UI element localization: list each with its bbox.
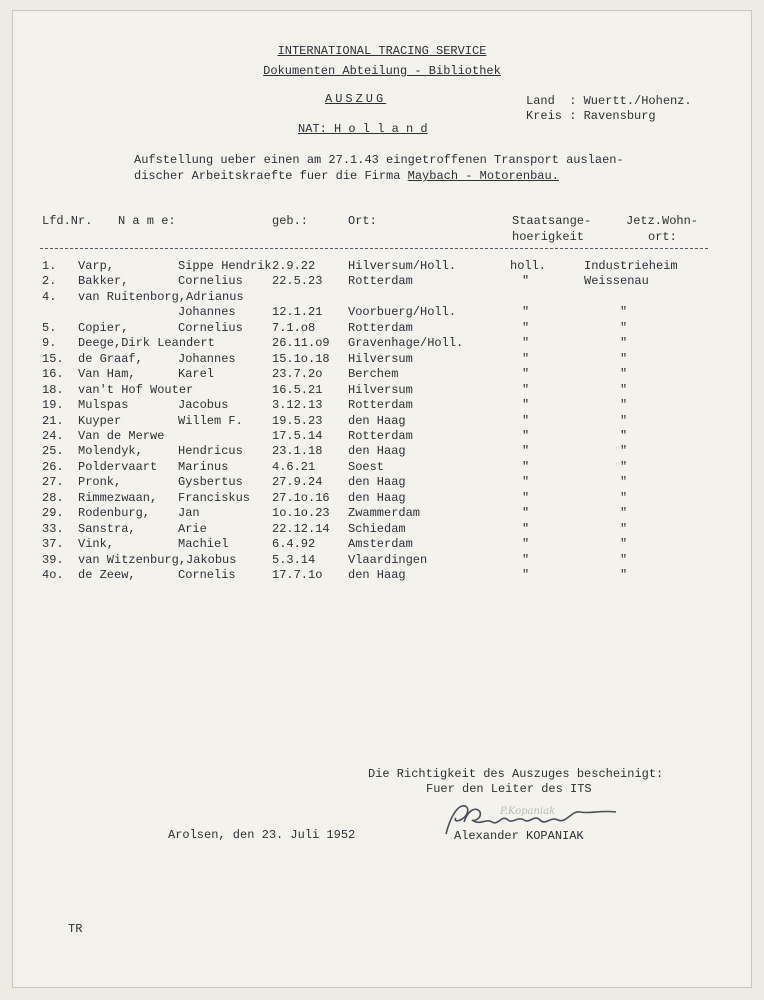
cell-name: Van de Merwe bbox=[78, 428, 165, 443]
cell-name: Rodenburg, bbox=[78, 506, 151, 521]
cell-birthdate: 12.1.21 bbox=[272, 305, 323, 320]
table-row bbox=[0, 414, 764, 429]
cell-first-name: Machiel bbox=[178, 537, 229, 552]
cell-residence: " bbox=[620, 521, 628, 536]
cell-name: Vink, bbox=[78, 537, 115, 552]
col-staats-1: Staatsange- bbox=[512, 214, 592, 228]
cell-nationality: " bbox=[522, 537, 530, 552]
certification-text: Die Richtigkeit des Auszuges bescheinigt: bbox=[368, 767, 664, 781]
table-row bbox=[0, 352, 764, 367]
cell-birthdate: 23.7.2o bbox=[272, 367, 323, 382]
cell-birthdate: 3.12.13 bbox=[272, 398, 323, 413]
cell-birthdate: 26.11.o9 bbox=[272, 336, 330, 351]
table-row bbox=[0, 429, 764, 444]
kreis-field: Kreis : Ravensburg bbox=[526, 109, 656, 123]
cell-name: Van Ham, bbox=[78, 367, 136, 382]
cell-nationality: " bbox=[522, 428, 530, 443]
cell-place: den Haag bbox=[348, 475, 406, 490]
cell-name: Varp, bbox=[78, 259, 115, 273]
cell-number: 33. bbox=[42, 521, 64, 536]
cell-birthdate: 7.1.o8 bbox=[272, 320, 316, 335]
cell-name: Deege,Dirk Leandert bbox=[78, 336, 215, 351]
cell-nationality: " bbox=[522, 521, 530, 536]
table-row bbox=[0, 537, 764, 552]
table-row bbox=[0, 444, 764, 459]
nationality-heading: NAT: H o l l a n d bbox=[298, 122, 428, 136]
cell-residence: " bbox=[620, 506, 628, 521]
cell-nationality: " bbox=[522, 336, 530, 351]
header-divider bbox=[40, 248, 708, 249]
cell-place: Hilversum bbox=[348, 382, 413, 397]
cell-birthdate: 1o.1o.23 bbox=[272, 506, 330, 521]
cell-name: van Witzenburg,Jakobus bbox=[78, 552, 237, 567]
cell-nationality: " bbox=[522, 413, 530, 428]
cell-name: van Ruitenborg,Adrianus bbox=[78, 289, 244, 304]
cell-place: Rotterdam bbox=[348, 320, 413, 335]
intro-line-2 bbox=[134, 169, 559, 183]
cell-place: Soest bbox=[348, 459, 385, 474]
cell-birthdate: 27.1o.16 bbox=[272, 490, 330, 505]
cell-nationality: " bbox=[522, 320, 530, 335]
cell-number: 19. bbox=[42, 398, 64, 413]
cell-place: den Haag bbox=[348, 568, 406, 582]
cell-first-name: Gysbertus bbox=[178, 475, 243, 490]
cell-nationality: " bbox=[522, 382, 530, 397]
cell-first-name: Marinus bbox=[178, 459, 229, 474]
org-title: INTERNATIONAL TRACING SERVICE bbox=[277, 44, 487, 58]
cell-place: Zwammerdam bbox=[348, 506, 421, 521]
cell-place: Rotterdam bbox=[348, 274, 413, 289]
table-row bbox=[0, 321, 764, 336]
cell-place: den Haag bbox=[348, 444, 406, 459]
cell-first-name: Cornelius bbox=[178, 274, 243, 289]
cell-name: Molendyk, bbox=[78, 444, 143, 459]
cell-first-name: Cornelius bbox=[178, 320, 243, 335]
cell-place: den Haag bbox=[348, 490, 406, 505]
cell-birthdate: 22.5.23 bbox=[272, 274, 323, 289]
cell-number: 24. bbox=[42, 428, 64, 443]
cell-residence: " bbox=[620, 428, 628, 443]
cell-nationality: holl. bbox=[510, 259, 547, 273]
cell-first-name: Sippe Hendrik bbox=[178, 259, 272, 273]
cell-name: Mulspas bbox=[78, 398, 129, 413]
cell-number: 18. bbox=[42, 382, 64, 397]
table-row bbox=[0, 259, 764, 274]
cell-residence: " bbox=[620, 320, 628, 335]
cell-place: Rotterdam bbox=[348, 398, 413, 413]
cell-number: 5. bbox=[42, 320, 57, 335]
cell-first-name: Jacobus bbox=[178, 398, 229, 413]
cell-name: de Graaf, bbox=[78, 351, 143, 366]
signature-script: P.Kopaniak bbox=[500, 806, 556, 817]
cell-birthdate: 6.4.92 bbox=[272, 537, 316, 552]
cell-residence: " bbox=[620, 475, 628, 490]
table-row bbox=[0, 383, 764, 398]
cell-nationality: " bbox=[522, 490, 530, 505]
table-row bbox=[0, 274, 764, 289]
cell-number: 9. bbox=[42, 336, 57, 351]
cell-nationality: " bbox=[522, 367, 530, 382]
cell-place: den Haag bbox=[348, 413, 406, 428]
cell-first-name: Karel bbox=[178, 367, 215, 382]
cell-birthdate: 23.1.18 bbox=[272, 444, 323, 459]
cell-nationality: " bbox=[522, 398, 530, 413]
cell-number: 39. bbox=[42, 552, 64, 567]
for-leader-text: Fuer den Leiter des ITS bbox=[426, 782, 592, 796]
cell-number: 28. bbox=[42, 490, 64, 505]
cell-number: 25. bbox=[42, 444, 64, 459]
cell-residence: " bbox=[620, 382, 628, 397]
table-row bbox=[0, 367, 764, 382]
cell-residence: " bbox=[620, 351, 628, 366]
cell-place: Schiedam bbox=[348, 521, 406, 536]
col-jetz-2: ort: bbox=[648, 230, 677, 244]
cell-birthdate: 2.9.22 bbox=[272, 259, 316, 273]
cell-birthdate: 17.7.1o bbox=[272, 568, 323, 582]
cell-number: 21. bbox=[42, 413, 64, 428]
cell-name: Pronk, bbox=[78, 475, 122, 490]
intro-line-2-text: discher Arbeitskraefte fuer die Firma bbox=[134, 169, 408, 183]
document-type: AUSZUG bbox=[325, 92, 387, 106]
table-row bbox=[0, 460, 764, 475]
cell-birthdate: 17.5.14 bbox=[272, 428, 323, 443]
table-row bbox=[0, 568, 764, 583]
place-date: Arolsen, den 23. Juli 1952 bbox=[168, 828, 356, 842]
cell-residence: Weissenau bbox=[584, 274, 649, 289]
table-row bbox=[0, 475, 764, 490]
col-lfd-nr: Lfd.Nr. bbox=[42, 214, 93, 228]
table-row bbox=[0, 398, 764, 413]
intro-line-1: Aufstellung ueber einen am 27.1.43 eingetroffenen Transport auslaen- bbox=[134, 153, 624, 167]
cell-residence: " bbox=[620, 444, 628, 459]
cell-first-name: Franciskus bbox=[178, 490, 251, 505]
cell-name: Poldervaart bbox=[78, 459, 158, 474]
cell-first-name: Cornelis bbox=[178, 568, 236, 582]
cell-birthdate: 19.5.23 bbox=[272, 413, 323, 428]
cell-number: 26. bbox=[42, 459, 64, 474]
cell-number: 37. bbox=[42, 537, 64, 552]
cell-place: Vlaardingen bbox=[348, 552, 428, 567]
cell-nationality: " bbox=[522, 459, 530, 474]
table-row bbox=[0, 305, 764, 320]
cell-first-name: Johannes bbox=[178, 305, 236, 320]
cell-residence: " bbox=[620, 305, 628, 320]
cell-number: 15. bbox=[42, 351, 64, 366]
table-row bbox=[0, 290, 764, 305]
cell-name: de Zeew, bbox=[78, 568, 136, 582]
cell-residence: " bbox=[620, 336, 628, 351]
col-name: N a m e: bbox=[118, 214, 176, 228]
land-field: Land : Wuertt./Hohenz. bbox=[526, 94, 692, 108]
cell-place: Berchem bbox=[348, 367, 399, 382]
cell-birthdate: 4.6.21 bbox=[272, 459, 316, 474]
cell-residence: " bbox=[620, 459, 628, 474]
cell-place: Hilversum bbox=[348, 351, 413, 366]
cell-first-name: Willem F. bbox=[178, 413, 243, 428]
col-jetz-1: Jetz.Wohn- bbox=[626, 214, 699, 228]
table-row bbox=[0, 336, 764, 351]
cell-name: Rimmezwaan, bbox=[78, 490, 158, 505]
cell-residence: " bbox=[620, 490, 628, 505]
table-row bbox=[0, 506, 764, 521]
cell-place: Voorbuerg/Holl. bbox=[348, 305, 457, 320]
cell-name: Copier, bbox=[78, 320, 129, 335]
cell-birthdate: 15.1o.18 bbox=[272, 351, 330, 366]
department-title: Dokumenten Abteilung - Bibliothek bbox=[263, 64, 501, 78]
cell-birthdate: 5.3.14 bbox=[272, 552, 316, 567]
cell-first-name: Hendricus bbox=[178, 444, 243, 459]
cell-residence: " bbox=[620, 552, 628, 567]
cell-number: 4o. bbox=[42, 568, 64, 582]
cell-place: Amsterdam bbox=[348, 537, 413, 552]
cell-first-name: Arie bbox=[178, 521, 207, 536]
cell-nationality: " bbox=[522, 351, 530, 366]
col-geb: geb.: bbox=[272, 214, 309, 228]
cell-residence: " bbox=[620, 537, 628, 552]
company-name: Maybach - Motorenbau. bbox=[407, 169, 559, 183]
table-row bbox=[0, 522, 764, 537]
cell-number: 2. bbox=[42, 274, 57, 289]
cell-nationality: " bbox=[522, 568, 530, 582]
cell-birthdate: 27.9.24 bbox=[272, 475, 323, 490]
cell-nationality: " bbox=[522, 444, 530, 459]
cell-name: Kuyper bbox=[78, 413, 122, 428]
cell-residence: " bbox=[620, 367, 628, 382]
cell-residence: " bbox=[620, 398, 628, 413]
cell-nationality: " bbox=[522, 506, 530, 521]
table-row bbox=[0, 553, 764, 568]
table-row bbox=[0, 491, 764, 506]
cell-place: Hilversum/Holl. bbox=[348, 259, 457, 273]
typist-initials: TR bbox=[68, 922, 83, 936]
cell-birthdate: 22.12.14 bbox=[272, 521, 330, 536]
col-staats-2: hoerigkeit bbox=[512, 230, 585, 244]
cell-first-name: Jan bbox=[178, 506, 200, 521]
cell-number: 27. bbox=[42, 475, 64, 490]
cell-residence: Industrieheim bbox=[584, 259, 678, 273]
cell-birthdate: 16.5.21 bbox=[272, 382, 323, 397]
col-ort: Ort: bbox=[348, 214, 377, 228]
cell-nationality: " bbox=[522, 274, 530, 289]
cell-number: 4. bbox=[42, 289, 57, 304]
cell-nationality: " bbox=[522, 552, 530, 567]
cell-nationality: " bbox=[522, 305, 530, 320]
signer-name: Alexander KOPANIAK bbox=[454, 829, 584, 843]
cell-number: 29. bbox=[42, 506, 64, 521]
cell-place: Gravenhage/Holl. bbox=[348, 336, 464, 351]
cell-number: 16. bbox=[42, 367, 64, 382]
cell-name: van't Hof Wouter bbox=[78, 382, 194, 397]
cell-residence: " bbox=[620, 413, 628, 428]
cell-residence: " bbox=[620, 568, 628, 582]
cell-first-name: Johannes bbox=[178, 351, 236, 366]
cell-name: Bakker, bbox=[78, 274, 129, 289]
cell-number: 1. bbox=[42, 259, 57, 273]
cell-nationality: " bbox=[522, 475, 530, 490]
cell-name: Sanstra, bbox=[78, 521, 136, 536]
cell-place: Rotterdam bbox=[348, 428, 413, 443]
